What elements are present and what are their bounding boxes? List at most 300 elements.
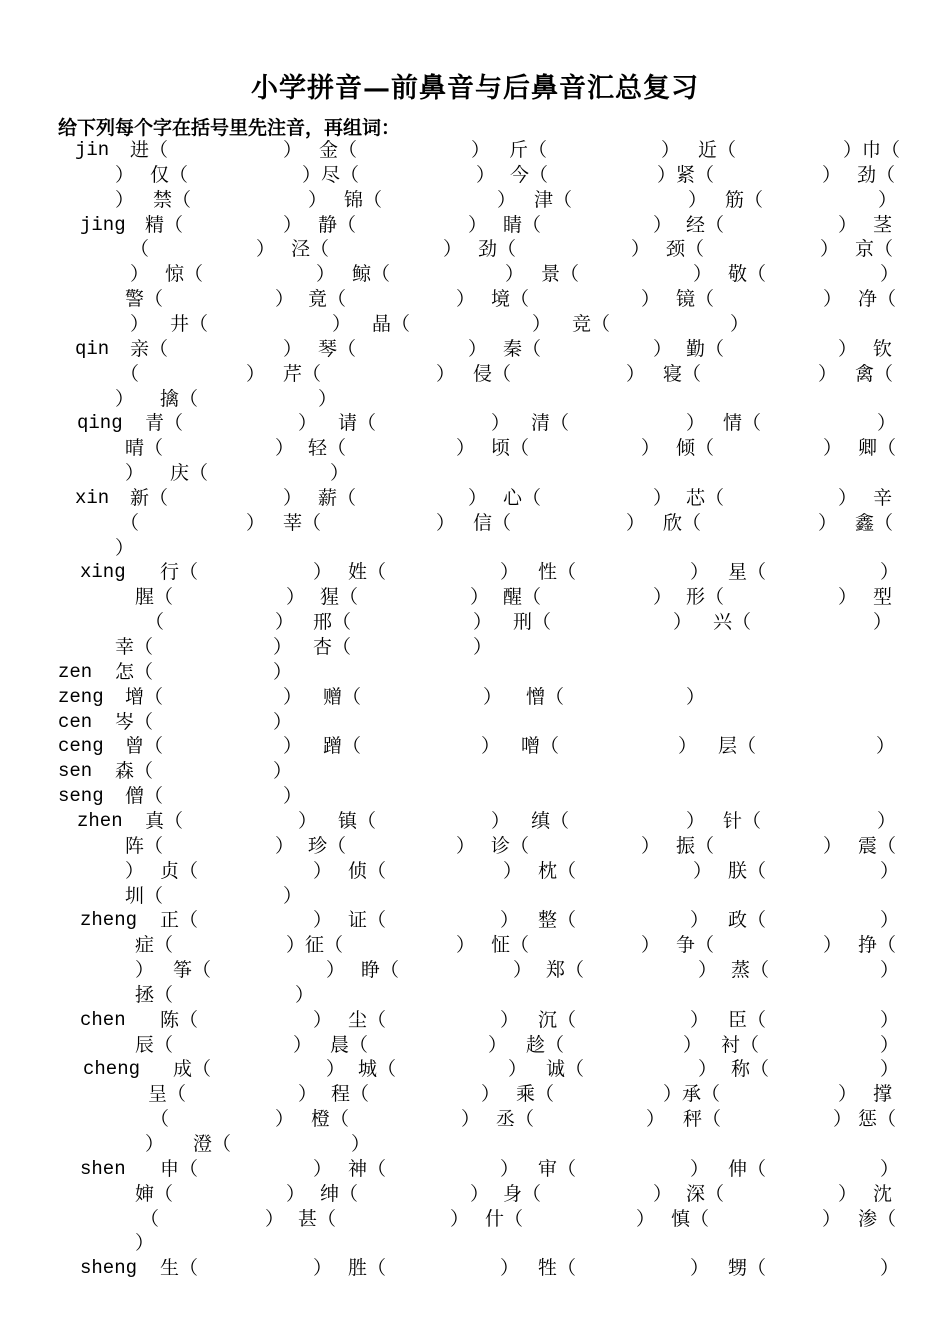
character-entry: ） (125, 462, 145, 485)
exercise-line (0, 1231, 950, 1256)
character-entry: ） (115, 163, 135, 186)
character-entry: （ (150, 1108, 170, 1131)
character-entry: ） (313, 561, 333, 584)
character-entry: 擒（ (160, 387, 199, 410)
character-entry: ）巾（ (843, 139, 901, 161)
character-entry: ）征（ (286, 934, 344, 957)
character-entry: 新（ (130, 486, 169, 509)
exercise-line (0, 411, 950, 436)
character-entry: ） (286, 586, 306, 609)
exercise-line (0, 362, 950, 387)
character-entry: ） (351, 1133, 371, 1155)
character-entry: 经（ (686, 213, 725, 236)
character-entry: ） (880, 1008, 900, 1031)
character-entry: ） (838, 1182, 858, 1205)
character-entry: ） (470, 586, 490, 609)
character-entry: ） (653, 586, 673, 609)
character-entry: 筋（ (725, 188, 764, 211)
character-entry: 侦（ (348, 859, 387, 882)
character-entry: 曾（ (125, 735, 164, 758)
character-entry: ） (330, 462, 350, 485)
character-entry: 惩（ (858, 1108, 897, 1131)
character-entry: 整（ (538, 909, 577, 932)
character-entry: ） (646, 1108, 666, 1131)
character-entry: ） (880, 959, 900, 982)
character-entry: ） (641, 934, 661, 957)
exercise-line (0, 809, 950, 834)
character-entry: ） (308, 188, 328, 211)
character-entry: ） (456, 934, 476, 957)
character-entry: 晶（ (372, 312, 411, 335)
character-entry: ） (636, 1207, 656, 1230)
character-entry: ） (125, 859, 145, 882)
character-entry: 震（ (858, 834, 897, 857)
character-entry: ）紧（ (657, 163, 715, 186)
character-entry: ） (688, 188, 708, 211)
character-entry: ） (313, 909, 333, 932)
character-entry: ） (822, 163, 842, 186)
character-entry: 井（ (170, 312, 209, 335)
character-entry: 程（ (331, 1083, 370, 1106)
pinyin-label: xin (75, 486, 110, 509)
character-entry: 僧（ (125, 785, 164, 808)
character-entry: ） (318, 387, 338, 410)
character-entry: ） (686, 809, 706, 832)
character-entry: 诚（ (546, 1058, 585, 1081)
character-entry: ） (686, 685, 706, 708)
pinyin-label: cheng (83, 1058, 141, 1081)
character-entry: ） (283, 139, 303, 161)
character-entry: ） (481, 1083, 501, 1106)
character-entry: ） (822, 1207, 842, 1230)
exercise-line (0, 933, 950, 958)
character-entry: 芹（ (283, 362, 322, 385)
pinyin-label: zhen (77, 809, 123, 832)
character-entry: 寝（ (663, 362, 702, 385)
character-entry: ） (661, 139, 681, 161)
character-entry: ） (461, 1108, 481, 1131)
character-entry: 信（ (473, 511, 512, 534)
character-entry: ） (130, 263, 150, 286)
character-entry: ） (316, 263, 336, 286)
exercise-line (0, 337, 950, 362)
character-entry: 卿（ (858, 437, 897, 460)
character-entry: 醒（ (503, 586, 542, 609)
character-entry: 挣（ (858, 934, 897, 957)
character-entry: 渗（ (858, 1207, 897, 1230)
character-entry: 境（ (491, 288, 530, 311)
character-entry: 缜（ (531, 809, 570, 832)
character-entry: 沉（ (538, 1008, 577, 1031)
exercise-line (0, 461, 950, 486)
character-entry: ） (275, 288, 295, 311)
character-entry: 劲（ (478, 238, 517, 261)
character-entry: ） (698, 1058, 718, 1081)
character-entry: ） (678, 735, 698, 758)
exercise-line (0, 237, 950, 262)
character-entry: 景（ (541, 263, 580, 286)
character-entry: ） (626, 362, 646, 385)
character-entry: 腥（ (135, 586, 174, 609)
exercise-line (0, 486, 950, 511)
character-entry: ） (698, 959, 718, 982)
character-entry: 深（ (686, 1182, 725, 1205)
character-entry: 撑 (873, 1083, 893, 1106)
character-entry: 秦（ (503, 337, 542, 360)
character-entry: ） (653, 486, 673, 509)
character-entry: ） (481, 735, 501, 758)
character-entry: 镜（ (676, 288, 715, 311)
exercise-line (0, 908, 950, 933)
character-entry: 慎（ (671, 1207, 710, 1230)
character-entry: 轻（ (308, 437, 347, 460)
pinyin-label: zen (58, 660, 93, 683)
character-entry: 层（ (718, 735, 757, 758)
character-entry: 芯（ (686, 486, 725, 509)
character-entry: ） (730, 312, 750, 335)
character-entry: ） (283, 486, 303, 509)
character-entry: ） (298, 809, 318, 832)
character-entry: 惊（ (165, 263, 204, 286)
exercise-line (0, 163, 950, 188)
character-entry: ） (878, 188, 898, 211)
character-entry: ） (873, 611, 893, 634)
character-entry: ） (823, 934, 843, 957)
character-entry: 幸（ (115, 636, 154, 658)
character-entry: ） (500, 561, 520, 584)
character-entry: 睛（ (503, 213, 542, 236)
exercise-line (0, 138, 950, 163)
character-entry: ） (838, 586, 858, 609)
character-entry: ） (513, 959, 533, 982)
character-entry: 丞（ (496, 1108, 535, 1131)
character-entry: ） (273, 760, 293, 783)
character-entry: 牲（ (538, 1257, 577, 1280)
character-entry: ） (693, 263, 713, 286)
exercise-line (0, 387, 950, 412)
character-entry: （ (130, 238, 150, 261)
character-entry: ） (273, 660, 293, 683)
exercise-line (0, 1107, 950, 1132)
character-entry: 晨（ (330, 1033, 369, 1056)
character-entry: ） (641, 437, 661, 460)
character-entry: ） (286, 1182, 306, 1205)
character-entry: ） (653, 213, 673, 236)
character-entry: 阵（ (125, 834, 164, 857)
character-entry: ） (880, 561, 900, 584)
character-entry: 杏（ (313, 636, 352, 658)
character-entry: ） (505, 263, 525, 286)
character-entry: ） (690, 1157, 710, 1180)
character-entry: ） (673, 611, 693, 634)
character-entry: 欣（ (663, 511, 702, 534)
character-entry: ） (313, 1157, 333, 1180)
character-entry: ） (456, 288, 476, 311)
character-entry: 枕（ (538, 859, 577, 882)
character-entry: 憎（ (526, 685, 565, 708)
character-entry: 净（ (858, 288, 897, 311)
character-entry: 郑（ (546, 959, 585, 982)
exercise-line (0, 213, 950, 238)
character-entry: ） (326, 959, 346, 982)
character-entry: 森（ (115, 760, 154, 783)
exercise-line (0, 660, 950, 685)
pinyin-label: zeng (58, 685, 104, 708)
character-entry: 怔（ (491, 934, 530, 957)
pinyin-label: jin (75, 139, 110, 161)
exercise-line (0, 710, 950, 735)
character-entry: ） (500, 1008, 520, 1031)
character-entry: 清（ (531, 412, 570, 435)
character-entry: ） (283, 337, 303, 360)
page-title: 小学拼音—前鼻音与后鼻音汇总复习 (251, 73, 699, 104)
character-entry: ） (256, 238, 276, 261)
exercise-line (0, 859, 950, 884)
pinyin-label: chen (80, 1008, 126, 1031)
exercise-line (0, 1132, 950, 1157)
character-entry: 振（ (676, 834, 715, 857)
character-entry: ） (135, 959, 155, 982)
character-entry: 茎 (873, 213, 893, 236)
character-entry: ） (880, 859, 900, 882)
character-entry: ） (313, 1257, 333, 1280)
character-entry: ） (833, 1108, 853, 1131)
character-entry: 成（ (173, 1058, 212, 1081)
character-entry: 型 (873, 586, 893, 609)
character-entry: 津（ (534, 188, 573, 211)
exercise-line (0, 1008, 950, 1033)
character-entry: 竞（ (572, 312, 611, 335)
character-entry: ） (838, 486, 858, 509)
character-entry: 性（ (538, 561, 577, 584)
character-entry: 亲（ (130, 337, 169, 360)
instruction-text: 给下列每个字在括号里先注音，再组词： (58, 117, 401, 139)
character-entry: 称（ (731, 1058, 770, 1081)
character-entry: ） (443, 238, 463, 261)
character-entry: ） (877, 809, 897, 832)
character-entry: ） (130, 312, 150, 335)
character-entry: 泾（ (291, 238, 330, 261)
exercise-line (0, 312, 950, 337)
character-entry: ） (145, 1133, 165, 1155)
character-entry: ） (500, 909, 520, 932)
character-entry: ） (877, 412, 897, 435)
character-entry: 正（ (160, 909, 199, 932)
character-entry: ） (468, 213, 488, 236)
character-entry: 京（ (855, 238, 894, 261)
character-entry: ） (476, 163, 496, 186)
character-entry: 甚（ (298, 1207, 337, 1230)
character-entry: 增（ (125, 685, 164, 708)
character-entry: ） (880, 1033, 900, 1056)
character-entry: 蹭（ (323, 735, 362, 758)
character-entry: 怎（ (115, 660, 154, 683)
exercise-line (0, 958, 950, 983)
character-entry: ） (436, 362, 456, 385)
character-entry: 进（ (130, 139, 169, 161)
character-entry: ） (295, 983, 315, 1006)
character-entry: ） (880, 263, 900, 286)
character-entry: ）尽（ (302, 163, 360, 186)
character-entry: 行（ (160, 561, 199, 584)
character-entry: 什（ (485, 1207, 524, 1230)
character-entry: ） (690, 561, 710, 584)
pinyin-label: sheng (80, 1257, 138, 1280)
character-entry: ） (283, 884, 303, 907)
character-entry: 澄（ (193, 1133, 232, 1155)
exercise-line (0, 1256, 950, 1281)
character-entry: ） (818, 511, 838, 534)
character-entry: ） (653, 337, 673, 360)
character-entry: 情（ (723, 412, 762, 435)
character-entry: 仅（ (150, 163, 189, 186)
character-entry: 诊（ (491, 834, 530, 857)
character-entry: 症（ (135, 934, 174, 957)
character-entry: ） (823, 834, 843, 857)
pinyin-label: qin (75, 337, 110, 360)
character-entry: 近（ (698, 139, 737, 161)
character-entry: ） (246, 511, 266, 534)
character-entry: ） (532, 312, 552, 335)
character-entry: 圳（ (125, 884, 164, 907)
character-entry: 乘（ (516, 1083, 555, 1106)
character-entry: 鲸（ (352, 263, 391, 286)
exercise-line (0, 287, 950, 312)
character-entry: 陈（ (160, 1008, 199, 1031)
character-entry: 橙（ (311, 1108, 350, 1131)
character-entry: ） (265, 1207, 285, 1230)
character-entry: 心（ (503, 486, 542, 509)
character-entry: ） (275, 437, 295, 460)
character-entry: ） (115, 387, 135, 410)
character-entry: 请（ (338, 412, 377, 435)
character-entry: 姓（ (348, 561, 387, 584)
exercise-line (0, 734, 950, 759)
character-entry: ） (641, 288, 661, 311)
character-entry: 薪（ (318, 486, 357, 509)
character-entry: 莘（ (283, 511, 322, 534)
character-entry: 沈 (873, 1182, 893, 1205)
character-entry: ） (653, 1182, 673, 1205)
character-entry: ） (500, 1257, 520, 1280)
character-entry: ） (471, 139, 491, 161)
exercise-line (0, 610, 950, 635)
exercise-line (0, 1057, 950, 1082)
character-entry: ） (456, 834, 476, 857)
character-entry: 鑫（ (855, 511, 894, 534)
character-entry: ） (298, 412, 318, 435)
character-entry: ） (115, 188, 135, 211)
character-entry: 警（ (125, 288, 164, 311)
character-entry: 竟（ (308, 288, 347, 311)
character-entry: 尘（ (348, 1008, 387, 1031)
exercise-line (0, 536, 950, 561)
character-entry: ） (135, 1232, 155, 1255)
character-entry: 今（ (510, 163, 549, 186)
character-entry: 琴（ (318, 337, 357, 360)
character-entry: （ (140, 1207, 160, 1230)
pinyin-label: jing (80, 213, 126, 236)
character-entry: ） (273, 636, 293, 658)
character-entry: 侵（ (473, 362, 512, 385)
character-entry: 神（ (348, 1157, 387, 1180)
character-entry: ） (690, 1257, 710, 1280)
character-entry: ） (838, 213, 858, 236)
character-entry: 婶（ (135, 1182, 174, 1205)
character-entry: 青（ (145, 412, 184, 435)
character-entry: ） (491, 809, 511, 832)
character-entry: ） (880, 1257, 900, 1280)
character-entry: ） (283, 213, 303, 236)
character-entry: ） (690, 909, 710, 932)
character-entry: ） (436, 511, 456, 534)
character-entry: ） (838, 1083, 858, 1106)
exercise-line (0, 585, 950, 610)
character-entry: 生（ (160, 1257, 199, 1280)
character-entry: ） (470, 1182, 490, 1205)
character-entry: 晴（ (125, 437, 164, 460)
character-entry: 星（ (728, 561, 767, 584)
exercise-line (0, 188, 950, 213)
exercise-line (0, 1082, 950, 1107)
character-entry: ） (313, 859, 333, 882)
character-entry: ） (491, 412, 511, 435)
character-entry: 兴（ (713, 611, 752, 634)
character-entry: 衬（ (721, 1033, 760, 1056)
character-entry: 筝（ (173, 959, 212, 982)
exercise-line (0, 759, 950, 784)
character-entry: 庆（ (170, 462, 209, 485)
character-entry: 拯（ (135, 983, 174, 1006)
character-entry: （ (120, 511, 140, 534)
exercise-line (0, 1207, 950, 1232)
pinyin-label: sen (58, 760, 93, 783)
character-entry: 身（ (503, 1182, 542, 1205)
character-entry: 呈（ (148, 1083, 187, 1106)
character-entry: ） (631, 238, 651, 261)
character-entry: 睁（ (361, 959, 400, 982)
character-entry: ） (880, 909, 900, 932)
character-entry: 静（ (318, 213, 357, 236)
character-entry: 趁（ (526, 1033, 565, 1056)
character-entry: ） (497, 188, 517, 211)
character-entry: 禽（ (855, 362, 894, 385)
character-entry: ） (468, 337, 488, 360)
character-entry: ） (823, 288, 843, 311)
character-entry: 城（ (358, 1058, 397, 1081)
character-entry: ） (693, 859, 713, 882)
character-entry: 噌（ (521, 735, 560, 758)
character-entry: ） (838, 337, 858, 360)
character-entry: ） (115, 536, 135, 559)
character-entry: ） (880, 1058, 900, 1081)
character-entry: 钦 (873, 337, 893, 360)
character-entry: ） (468, 486, 488, 509)
exercise-line (0, 1157, 950, 1182)
pinyin-label: shen (80, 1157, 126, 1180)
exercise-line (0, 1033, 950, 1058)
character-entry: ） (483, 685, 503, 708)
character-entry: 绅（ (320, 1182, 359, 1205)
character-entry: 斤（ (509, 139, 548, 161)
character-entry: ） (503, 859, 523, 882)
character-entry: （ (145, 611, 165, 634)
character-entry: ） (283, 685, 303, 708)
character-entry: 针（ (723, 809, 762, 832)
character-entry: ） (473, 636, 493, 658)
character-entry: ） (283, 735, 303, 758)
character-entry: ） (641, 834, 661, 857)
